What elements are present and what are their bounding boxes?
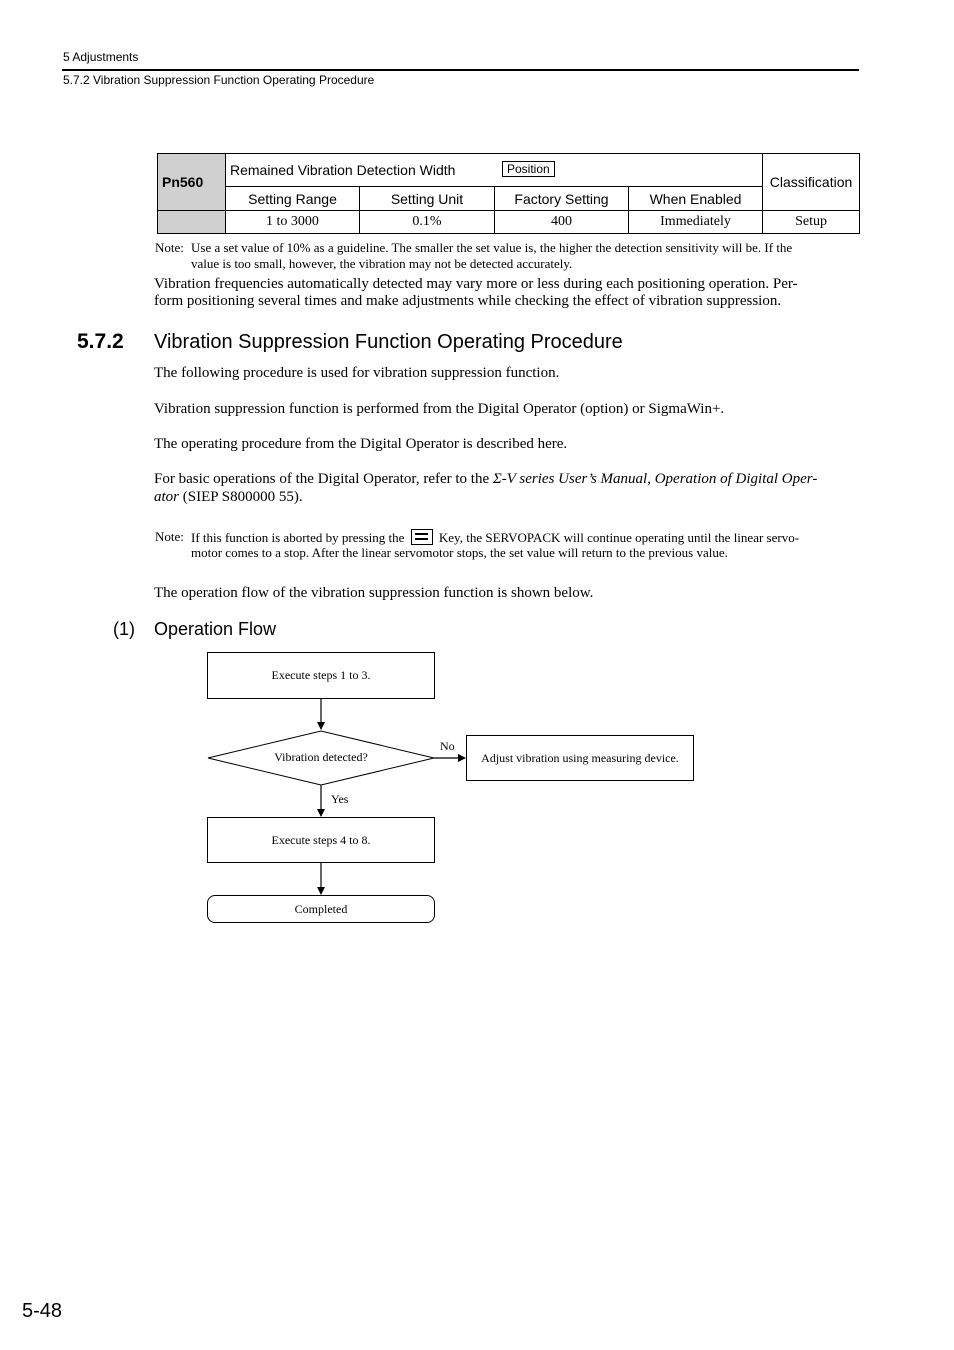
value-setting-range: 1 to 3000 [226,211,360,234]
header-section: 5.7.2 Vibration Suppression Function Operating Procedure [63,73,375,87]
note-line-1: Use a set value of 10% as a guideline. The smaller the set value is, the higher the detection sensitivity will be. If the [191,240,793,255]
header-chapter: 5 Adjustments [63,50,139,64]
position-badge: Position [502,161,555,177]
flow-no-action: Adjust vibration using measuring device. [466,735,694,781]
page-number: 5-48 [22,1300,63,1322]
column-header-setting-range: Setting Range [226,187,360,211]
note-2-line-2: motor comes to a stop. After the linear servomotor stops, the set value will return to the previous value. [191,545,728,560]
flow-decision-label: Vibration detected? [274,750,368,764]
manual-title-part-1: Σ-V series User’s Manual, Operation of Digital Oper- [492,471,818,487]
subsection-number: (1) [113,619,135,639]
body-paragraph-1: The following procedure is used for vibration suppression function. [154,365,560,381]
note-line-2: value is too small, however, the vibration may not be detected accurately. [191,256,573,271]
paragraph-line-2: form positioning several times and make adjustments while checking the effect of vibration suppression. [154,293,782,309]
value-factory-setting: 400 [495,211,629,234]
parameter-number: Pn560 [158,154,226,211]
parameter-name: Remained Vibration Detection Width [230,162,456,178]
column-header-setting-unit: Setting Unit [360,187,495,211]
flow-no-label: No [440,739,455,753]
classification-header: Classification [763,154,860,211]
column-header-factory-setting: Factory Setting [495,187,629,211]
body-paragraph-3: The operating procedure from the Digital Operator is described here. [154,436,568,452]
note-2-line-1-pre: If this function is aborted by pressing the [191,530,405,545]
section-number: 5.7.2 [77,330,124,353]
section-title: Vibration Suppression Function Operating Procedure [154,331,623,353]
body-paragraph-2: Vibration suppression function is performed from the Digital Operator (option) or SigmaWin+. [154,401,725,417]
note-2-line-1-post: Key, the SERVOPACK will continue operating until the linear servo- [438,530,800,545]
value-when-enabled: Immediately [629,211,763,234]
value-classification: Setup [763,211,860,234]
note-prefix: Note: [155,240,184,255]
manual-title-part-2: ator [154,489,180,505]
column-header-when-enabled: When Enabled [629,187,763,211]
flow-step-2: Execute steps 4 to 8. [207,817,435,863]
subsection-title: Operation Flow [154,619,277,639]
body-paragraph-4-pre: For basic operations of the Digital Operator, refer to the [154,471,493,487]
flow-end-terminal: Completed [207,895,435,923]
value-setting-unit: 0.1% [360,211,495,234]
paragraph-line-1: Vibration frequencies automatically detected may vary more or less during each positioning operation. Per- [154,276,798,292]
flow-step-1: Execute steps 1 to 3. [207,652,435,699]
note-2-prefix: Note: [155,529,184,544]
body-paragraph-5: The operation flow of the vibration suppression function is shown below. [154,585,594,601]
flow-yes-label: Yes [331,792,349,806]
manual-reference: (SIEP S800000 55). [179,489,303,505]
